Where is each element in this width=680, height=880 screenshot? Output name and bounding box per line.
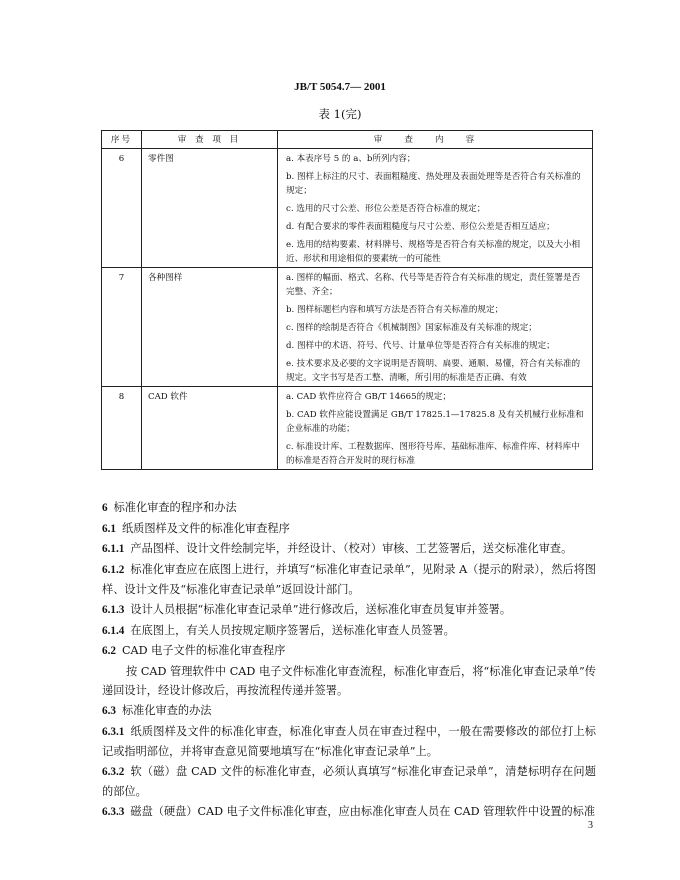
section-number: 6.3.1 [102, 725, 125, 738]
table-row [102, 149, 593, 268]
section-paragraph [102, 621, 596, 642]
section-number: 6.1.4 [102, 624, 125, 637]
content-line: e. 选用的结构要素、材料牌号、规格等是否符合有关标准的规定，以及大小相近、形状和用途相似的要素统一的可能性 [286, 240, 581, 264]
table-title: 表 1(完) [318, 107, 362, 121]
content-line: a. 本表序号 5 的 a、b所列内容； [286, 154, 416, 164]
section-text: 标准化审查的程序和办法 [113, 501, 237, 514]
column-header-content: 审查内容 [278, 131, 593, 149]
review-item: 零件图 [142, 149, 278, 268]
content-line: d. 图样中的术语、符号、代号、计量单位等是否符合有关标准的规定； [286, 341, 555, 351]
section-text: 磁盘（硬盘）CAD 电子文件标准化审查，应由标准化审查人员在 CAD 管理软件中设置的标准 [130, 804, 596, 818]
section-text: 标准化审查应在底图上进行，并填写“标准化审查记录单”，见附录 A（提示的附录），然后将图样、设计文件及“标准化审查记录单”返回设计部门。 [102, 562, 596, 597]
section-heading [102, 641, 596, 662]
content-line: b. CAD 软件应能设置满足 GB/T 17825.1—17825.8 及有关机械行业标准和企业标准的功能； [286, 410, 584, 434]
section-paragraph [102, 802, 596, 823]
section-heading [102, 519, 596, 540]
section-text: 纸质图样及文件的标准化审查，标准化审查人员在审查过程中，一般在需要修改的部位打上标记或指明部位，并将审查意见简要地填写在“标准化审查记录单”上。 [102, 724, 596, 759]
section-text: 在底图上，有关人员按规定顺序签署后，送标准化审查人员签署。 [130, 623, 455, 637]
section-paragraph [102, 539, 596, 560]
content-line: a. 图样的幅面、格式、名称、代号等是否符合有关标准的规定，责任签署是否完整、齐全； [286, 273, 581, 297]
section-number: 6.3 [102, 704, 116, 717]
section-text: CAD 电子文件的标准化审查程序 [121, 644, 286, 658]
section-number: 6.1.1 [102, 543, 125, 556]
content-line: e. 技术要求及必要的文字说明是否简明、扁要、通顺、易懂，符合有关标准的规定。文字书写是否工整、清晰，所引用的标准是否正确、有效 [286, 359, 581, 383]
section-text: 按 CAD 管理软件中 CAD 电子文件标准化审查流程，标准化审查后，将“标准化审查记录单”传递回设计，经设计修改后，再按流程传递并签署。 [102, 664, 596, 698]
content-line: c. 图样的绘制是否符合《机械制图》国家标准及有关标准的规定； [286, 323, 537, 333]
review-content [278, 149, 593, 268]
section-paragraph [102, 600, 596, 621]
row-number: 7 [102, 268, 142, 387]
section-number: 6.1 [102, 522, 116, 535]
content-line: b. 图样标题栏内容和填写方法是否符合有关标准的规定； [286, 305, 504, 315]
content-line: c. 标准设计库、工程数据库、图形符号库、基础标准库、标准件库、材料库中的标准是否符合开发时的现行标准 [286, 442, 580, 466]
section-number: 6.2 [102, 645, 116, 658]
table-header-row [102, 131, 593, 149]
section-text: 软（磁）盘 CAD 文件的标准化审查，必须认真填写“标准化审查记录单”，清楚标明存在问题的部位。 [102, 764, 596, 799]
review-item: 各种图样 [142, 268, 278, 387]
section-text: 设计人员根据“标准化审查记录单”进行修改后，送标准化审查员复审并签署。 [130, 602, 512, 616]
section-paragraph [102, 722, 596, 762]
review-content [278, 387, 593, 470]
column-header-item: 审 查 项 目 [142, 131, 278, 149]
page-header: JB/T 5054.7— 2001 [294, 81, 386, 93]
content-line: d. 有配合要求的零件表面粗糙度与尺寸公差、形位公差是否相互适应； [286, 222, 555, 232]
content-line: b. 图样上标注的尺寸、表面粗糙度、热处理及表面处理等是否符合有关标准的规定； [286, 172, 581, 196]
review-item: CAD 软件 [142, 387, 278, 470]
table-row [102, 268, 593, 387]
section-heading [102, 701, 596, 722]
section-paragraph [102, 762, 596, 802]
section-heading [102, 498, 596, 519]
content-line: a. CAD 软件应符合 GB/T 14665的规定； [286, 392, 451, 402]
table-row [102, 387, 593, 470]
section-number: 6.3.2 [102, 765, 125, 778]
review-table [101, 130, 593, 470]
content-line: c. 选用的尺寸公差、形位公差是否符合标准的规定； [286, 204, 486, 214]
body-text [102, 498, 596, 823]
review-content [278, 268, 593, 387]
section-paragraph [102, 560, 596, 600]
section-text: 产品图样、设计文件绘制完毕，并经设计、（校对）审核、工艺签署后，送交标准化审查。 [130, 542, 573, 556]
section-number: 6.1.2 [102, 563, 125, 576]
row-number: 8 [102, 387, 142, 470]
section-paragraph [102, 662, 596, 701]
section-text: 标准化审查的办法 [121, 703, 212, 717]
column-header-no: 序号 [102, 131, 142, 149]
section-text: 纸质图样及文件的标准化审查程序 [121, 521, 290, 535]
page-number: 3 [588, 820, 593, 831]
section-number: 6.1.3 [102, 603, 125, 616]
section-number: 6 [102, 502, 108, 514]
section-number: 6.3.3 [102, 805, 125, 818]
row-number: 6 [102, 149, 142, 268]
